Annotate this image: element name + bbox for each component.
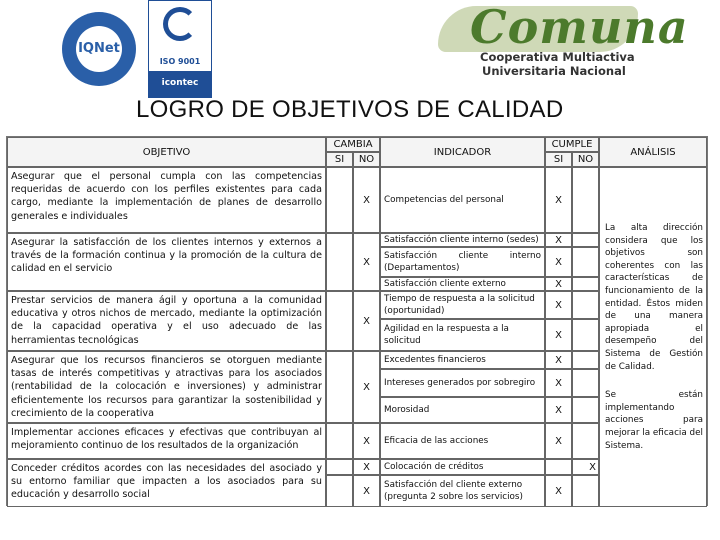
cumple-si-mark-1: X bbox=[545, 167, 572, 233]
cumple-si-11 bbox=[545, 459, 572, 475]
org-name-line2: Universitaria Nacional bbox=[482, 64, 626, 78]
icontec-logo-top bbox=[149, 1, 211, 51]
cumple-si-mark-3: X bbox=[545, 247, 572, 277]
icontec-name: icontec bbox=[161, 78, 199, 88]
comuna-logo-text: Comuna bbox=[470, 0, 689, 54]
cambia-no-mark-6a: X bbox=[353, 459, 380, 475]
header-cumple-no: NO bbox=[572, 152, 599, 167]
header-analisis: ANÁLISIS bbox=[599, 137, 707, 167]
icontec-logo bbox=[148, 0, 212, 98]
cumple-no-5 bbox=[572, 291, 599, 319]
cumple-no-1 bbox=[572, 167, 599, 233]
cumple-no-12 bbox=[572, 475, 599, 507]
cambia-no-mark-6b: X bbox=[353, 475, 380, 507]
cumple-si-mark-12: X bbox=[545, 475, 572, 507]
header-objetivo: OBJETIVO bbox=[7, 137, 326, 167]
iqnet-logo bbox=[62, 12, 136, 86]
indicator-10: Eficacia de las acciones bbox=[380, 423, 545, 459]
objective-4: Asegurar que los recursos financieros se otorguen mediante tasas de interés competitivas y atractivas para los asociados (rentabilidad de la colocación e inversiones) y administrar eficientemente los recursos para garantizar la sostenibilidad y crecimiento de la cooperativa bbox=[7, 351, 326, 423]
objective-1: Asegurar que el personal cumpla con las competencias requeridas de acuerdo con los perfiles existentes para cada cargo, mediante la implementación de planes de desarrollo generales e individuales bbox=[7, 167, 326, 233]
icontec-iso-text: ISO 9001 bbox=[159, 57, 201, 66]
cambia-no-mark-5: X bbox=[353, 423, 380, 459]
analysis-text-2: Se están implementando acciones para mejorar la eficacia del Sistema. bbox=[605, 390, 703, 451]
indicator-12: Satisfacción del cliente externo (pregunta 2 sobre los servicios) bbox=[380, 475, 545, 507]
cambia-si-6b bbox=[326, 475, 353, 507]
header-cambia-no: NO bbox=[353, 152, 380, 167]
indicator-9: Morosidad bbox=[380, 397, 545, 423]
indicator-2: Satisfacción cliente interno (sedes) bbox=[380, 233, 545, 247]
cambia-si-6a bbox=[326, 459, 353, 475]
indicator-8: Intereses generados por sobregiro bbox=[380, 369, 545, 397]
header-cambia: CAMBIA bbox=[326, 137, 380, 152]
cambia-si-2 bbox=[326, 233, 353, 291]
org-name-line1: Cooperativa Multiactiva bbox=[480, 50, 635, 64]
iqnet-logo-text: IQNet bbox=[78, 41, 120, 56]
objective-6: Conceder créditos acordes con las necesidades del asociado y su entorno familiar que impacten a los asociados para su educación y desarrollo social bbox=[7, 459, 326, 507]
objective-3: Prestar servicios de manera ágil y oportuna a la comunidad educativa y otros nichos de mercado, mediante la optimización de la capacidad operativa y el uso adecuado de las herramientas tecnológicas bbox=[7, 291, 326, 351]
cumple-no-9 bbox=[572, 397, 599, 423]
page-title: LOGRO DE OBJETIVOS DE CALIDAD bbox=[136, 96, 564, 123]
cumple-si-mark-6: X bbox=[545, 319, 572, 351]
cumple-si-mark-8: X bbox=[545, 369, 572, 397]
cumple-no-4 bbox=[572, 277, 599, 291]
cumple-si-mark-9: X bbox=[545, 397, 572, 423]
header-cambia-si: SI bbox=[326, 152, 353, 167]
analysis-text-1: La alta dirección considera que los objetivos son coherentes con las características de funcionamiento de la entidad. Éstos miden de una manera apropiada el desempeño del Sistema de Gestión de Calidad. bbox=[605, 223, 703, 372]
quality-objectives-table bbox=[6, 136, 708, 506]
cambia-si-4 bbox=[326, 351, 353, 423]
objective-5: Implementar acciones eficaces y efectivas que contribuyan al mejoramiento continuo de los resultados de la organización bbox=[7, 423, 326, 459]
cambia-si-1 bbox=[326, 167, 353, 233]
indicator-4: Satisfacción cliente externo bbox=[380, 277, 545, 291]
analysis-cell bbox=[599, 167, 707, 507]
cambia-no-mark-1: X bbox=[353, 167, 380, 233]
cumple-no-2 bbox=[572, 233, 599, 247]
cambia-si-5 bbox=[326, 423, 353, 459]
header-cumple-si: SI bbox=[545, 152, 572, 167]
indicator-11: Colocación de créditos bbox=[380, 459, 545, 475]
indicator-1: Competencias del personal bbox=[380, 167, 545, 233]
objective-2: Asegurar la satisfacción de los clientes internos y externos a través de la formación continua y la promoción de la cultura de calidad en el servicio bbox=[7, 233, 326, 291]
cumple-no-mark-11: X bbox=[572, 459, 599, 475]
cumple-si-mark-7: X bbox=[545, 351, 572, 369]
cambia-no-mark-3: X bbox=[353, 291, 380, 351]
cumple-si-mark-2: X bbox=[545, 233, 572, 247]
cumple-si-mark-5: X bbox=[545, 291, 572, 319]
indicator-3: Satisfacción cliente interno (Departamentos) bbox=[380, 247, 545, 277]
cumple-no-7 bbox=[572, 351, 599, 369]
cumple-si-mark-4: X bbox=[545, 277, 572, 291]
cumple-no-8 bbox=[572, 369, 599, 397]
cambia-no-mark-4: X bbox=[353, 351, 380, 423]
indicator-5: Tiempo de respuesta a la solicitud (oportunidad) bbox=[380, 291, 545, 319]
header-indicador: INDICADOR bbox=[380, 137, 545, 167]
cumple-si-mark-10: X bbox=[545, 423, 572, 459]
icontec-mark-icon bbox=[163, 7, 197, 41]
cambia-no-mark-2: X bbox=[353, 233, 380, 291]
indicator-6: Agilidad en la respuesta a la solicitud bbox=[380, 319, 545, 351]
indicator-7: Excedentes financieros bbox=[380, 351, 545, 369]
cumple-no-10 bbox=[572, 423, 599, 459]
cambia-si-3 bbox=[326, 291, 353, 351]
icontec-band bbox=[149, 71, 211, 97]
cumple-no-3 bbox=[572, 247, 599, 277]
cumple-no-6 bbox=[572, 319, 599, 351]
header-cumple: CUMPLE bbox=[545, 137, 599, 152]
